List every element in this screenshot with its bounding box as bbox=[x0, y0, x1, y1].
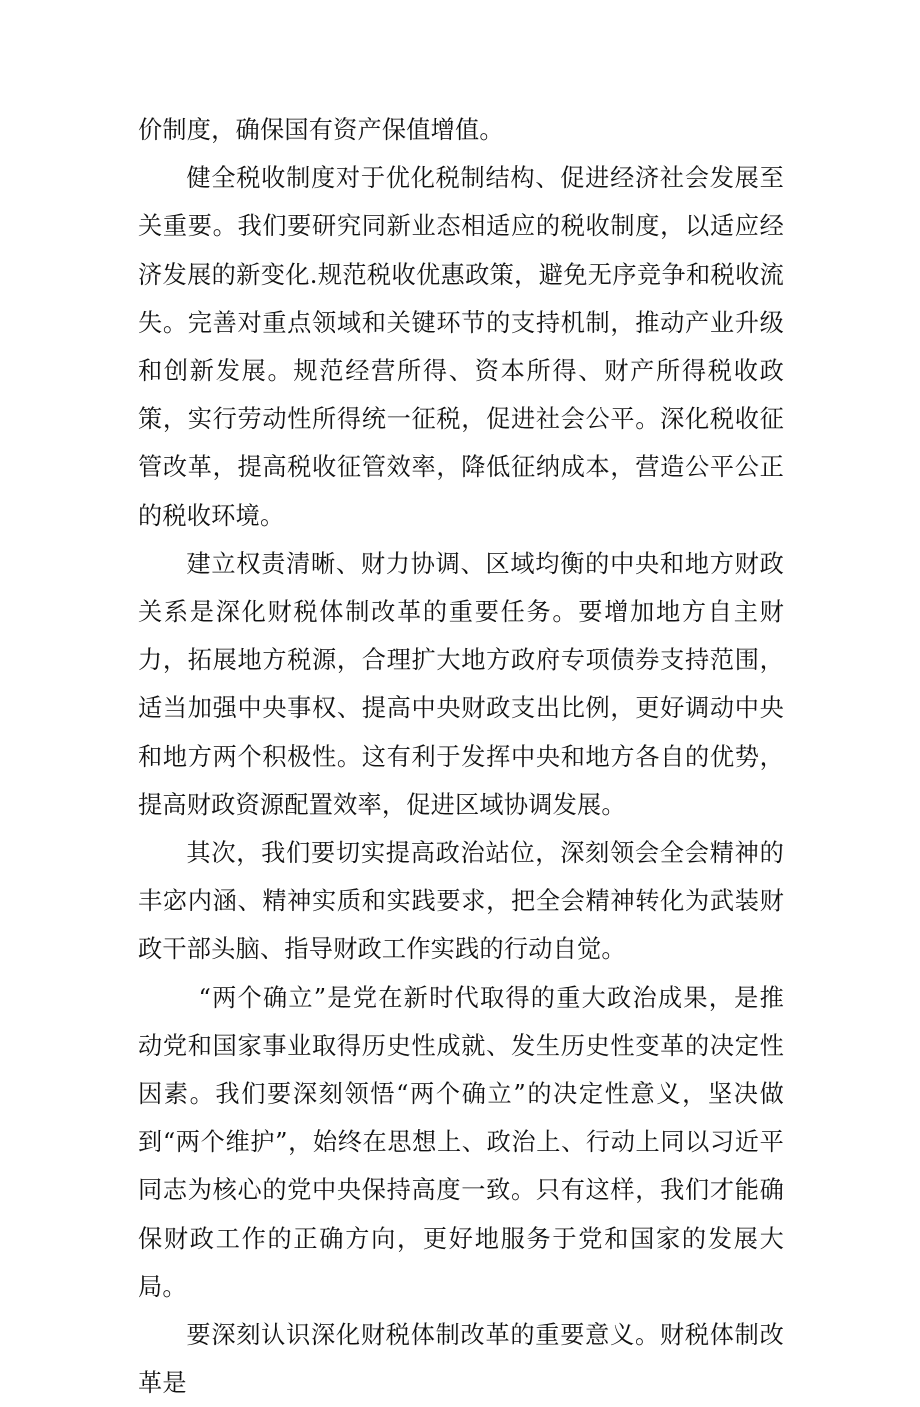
paragraph-tax-system: 健全税收制度对于优化税制结构、促进经济社会发展至关重要。我们要研究同新业态相适应的税收制度，以适应经济发展的新变化.规范税收优惠政策，避免无序竞争和税收流失。完善对重点领域和关键环节的支持机制，推动产业升级和创新发展。规范经营所得、资本所得、财产所得税收政策，实行劳动性所得统一征税，促进社会公平。深化税收征管改革，提高税收征管效率，降低征纳成本，营造公平公正的税收环境。 bbox=[138, 164, 784, 530]
paragraph-two-establishments: “两个确立”是党在新时代取得的重大政治成果，是推动党和国家事业取得历史性成就、发生历史性变革的决定性因素。我们要深刻领悟“两个确立”的决定性意义，坚决做到“两个维护”，始终在思想上、政治上、行动上同以习近平同志为核心的党中央保持高度一致。只有这样，我们才能确保财政工作的正确方向，更好地服务于党和国家的发展大局。 bbox=[138, 983, 784, 1301]
document-body bbox=[138, 106, 784, 1407]
paragraph-fiscal-relations: 建立权责清晰、财力协调、区域均衡的中央和地方财政关系是深化财税体制改革的重要任务。要增加地方自主财力，拓展地方税源，合理扩大地方政府专项债券支持范围，适当加强中央事权、提高中央财政支出比例，更好调动中央和地方两个积极性。这有利于发挥中央和地方各自的优势，提高财政资源配置效率，促进区域协调发展。 bbox=[138, 549, 784, 819]
paragraph-reform-significance: 要深刻认识深化财税体制改革的重要意义。财税体制改革是 bbox=[138, 1321, 784, 1398]
paragraph-continuation: 价制度，确保国有资产保值增值。 bbox=[138, 116, 504, 144]
paragraph-political-stance: 其次，我们要切实提高政治站位，深刻领会全会精神的丰宓内涵、精神实质和实践要求，把全会精神转化为武装财政干部头脑、指导财政工作实践的行动自觉。 bbox=[138, 839, 784, 964]
